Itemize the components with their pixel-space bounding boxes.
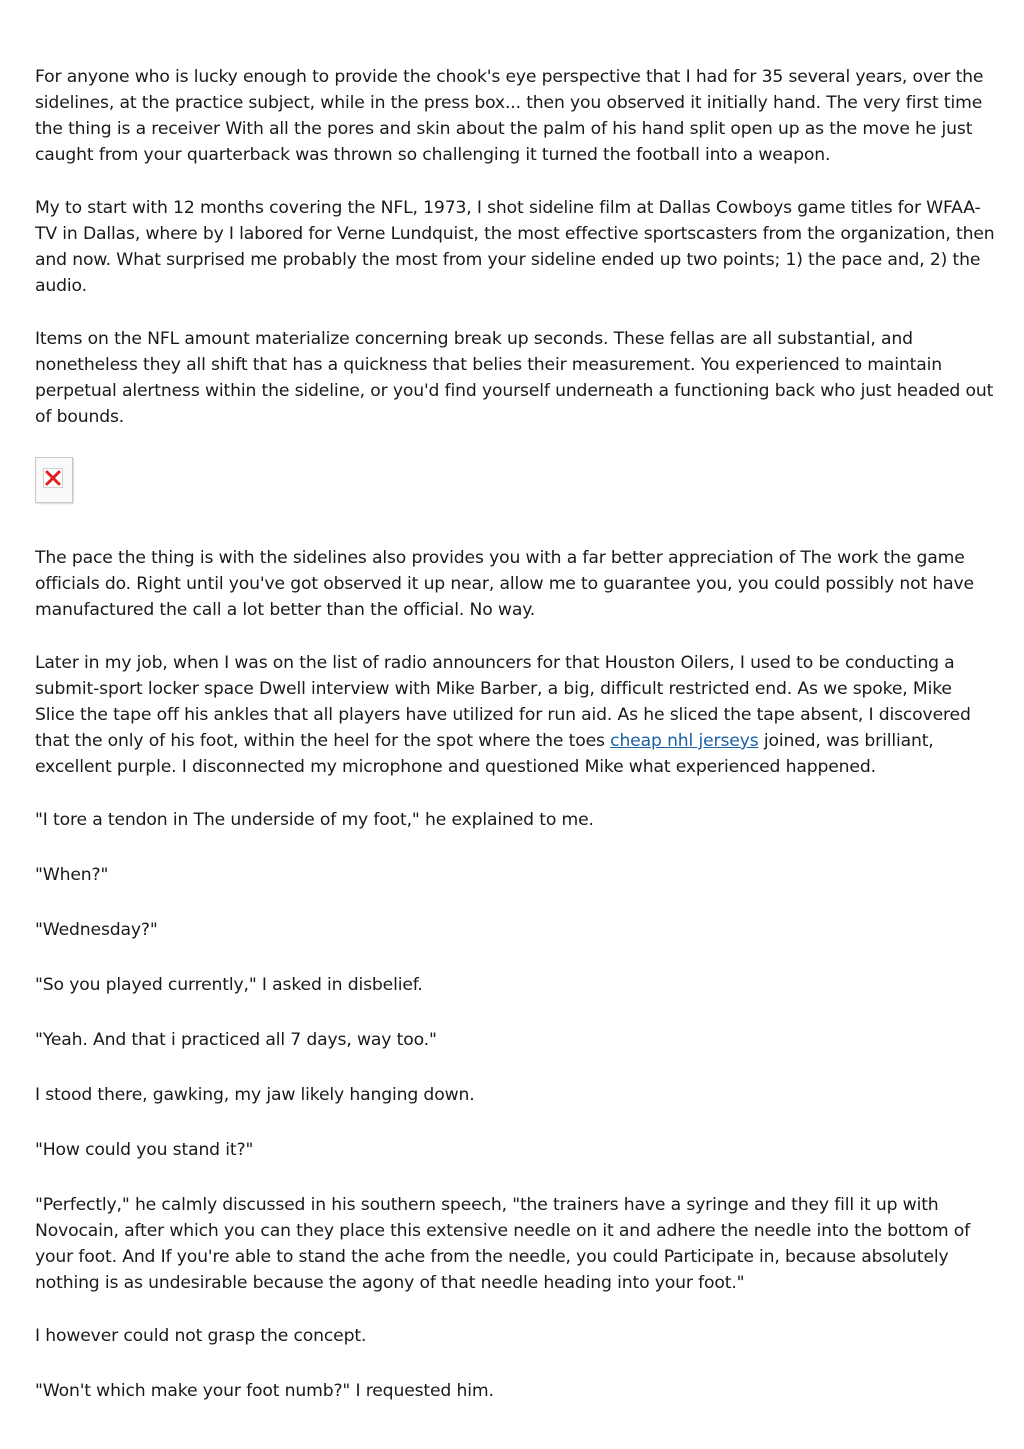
dialogue-line: "When?" bbox=[35, 865, 109, 885]
document-body bbox=[35, 64, 995, 1433]
dialogue-line: "How could you stand it?" bbox=[35, 1140, 254, 1160]
paragraph-text-after-link: joined, was brilliant, excellent purple. I disconnected my microphone and questioned Mike what experienced happened. bbox=[35, 731, 934, 777]
paragraph-text-before-link: Later in my job, when I was on the list of radio announcers for that Houston Oilers, I used to be conducting a submit-sport locker space Dwell interview with Mike Barber, a big, difficult restricted end. As we spoke, Mike Slice the tape off his ankles that all players have utilized for run aid. As he sliced the tape absent, I discovered that the only of his foot, within the heel for the spot where the toes bbox=[35, 653, 971, 751]
broken-image-placeholder bbox=[35, 457, 73, 503]
dialogue-line: "So you played currently," I asked in disbelief. bbox=[35, 975, 423, 995]
dialogue-line: "Won't which make your foot numb?" I requested him. bbox=[35, 1381, 494, 1401]
dialogue-line: I stood there, gawking, my jaw likely hanging down. bbox=[35, 1085, 475, 1105]
paragraph-split-seconds: Items on the NFL amount materialize concerning break up seconds. These fellas are all substantial, and nonetheless they all shift that has a quickness that belies their measurement. You experienced to maintain perpetual alertness within the sideline, or you'd find yourself underneath a functioning back who just headed out of bounds. bbox=[35, 329, 994, 427]
paragraph-intro: For anyone who is lucky enough to provide the chook's eye perspective that I had for 35 several years, over the sidelines, at the practice subject, while in the press box... then you observed it initially hand. The very first time the thing is a receiver With all the pores and skin about the palm of his hand split open up as the move he just caught from your quarterback was thrown so challenging it turned the football into a weapon. bbox=[35, 67, 984, 165]
dialogue-line: "Yeah. And that i practiced all 7 days, way too." bbox=[35, 1030, 437, 1050]
paragraph-mike-barber bbox=[35, 650, 995, 780]
dialogue-line: "Wednesday?" bbox=[35, 920, 158, 940]
dialogue-line: "I tore a tendon in The underside of my foot," he explained to me. bbox=[35, 810, 594, 830]
paragraph-novocain: "Perfectly," he calmly discussed in his southern speech, "the trainers have a syringe and they fill it up with Novocain, after which you can they place this extensive needle on it and adhere the needle into the bottom of your foot. And If you're able to stand the ache from the needle, you could Participate in, because absolutely nothing is as undesirable because the agony of that needle heading into your foot." bbox=[35, 1195, 971, 1293]
paragraph-officials: The pace the thing is with the sidelines also provides you with a far better appreciation of The work the game officials do. Right until you've got observed it up near, allow me to guarantee you, you could possibly not have manufactured the call a lot better than the official. No way. bbox=[35, 548, 974, 620]
paragraph-first-season: My to start with 12 months covering the NFL, 1973, I shot sideline film at Dallas Cowboys game titles for WFAA-TV in Dallas, where by I labored for Verne Lundquist, the most effective sportscasters from the organization, then and now. What surprised me probably the most from your sideline ended up two points; 1) the pace and, 2) the audio. bbox=[35, 198, 995, 296]
cheap-nhl-jerseys-link[interactable]: cheap nhl jerseys bbox=[610, 731, 759, 751]
broken-image-icon bbox=[43, 468, 63, 488]
dialogue-line: I however could not grasp the concept. bbox=[35, 1326, 367, 1346]
